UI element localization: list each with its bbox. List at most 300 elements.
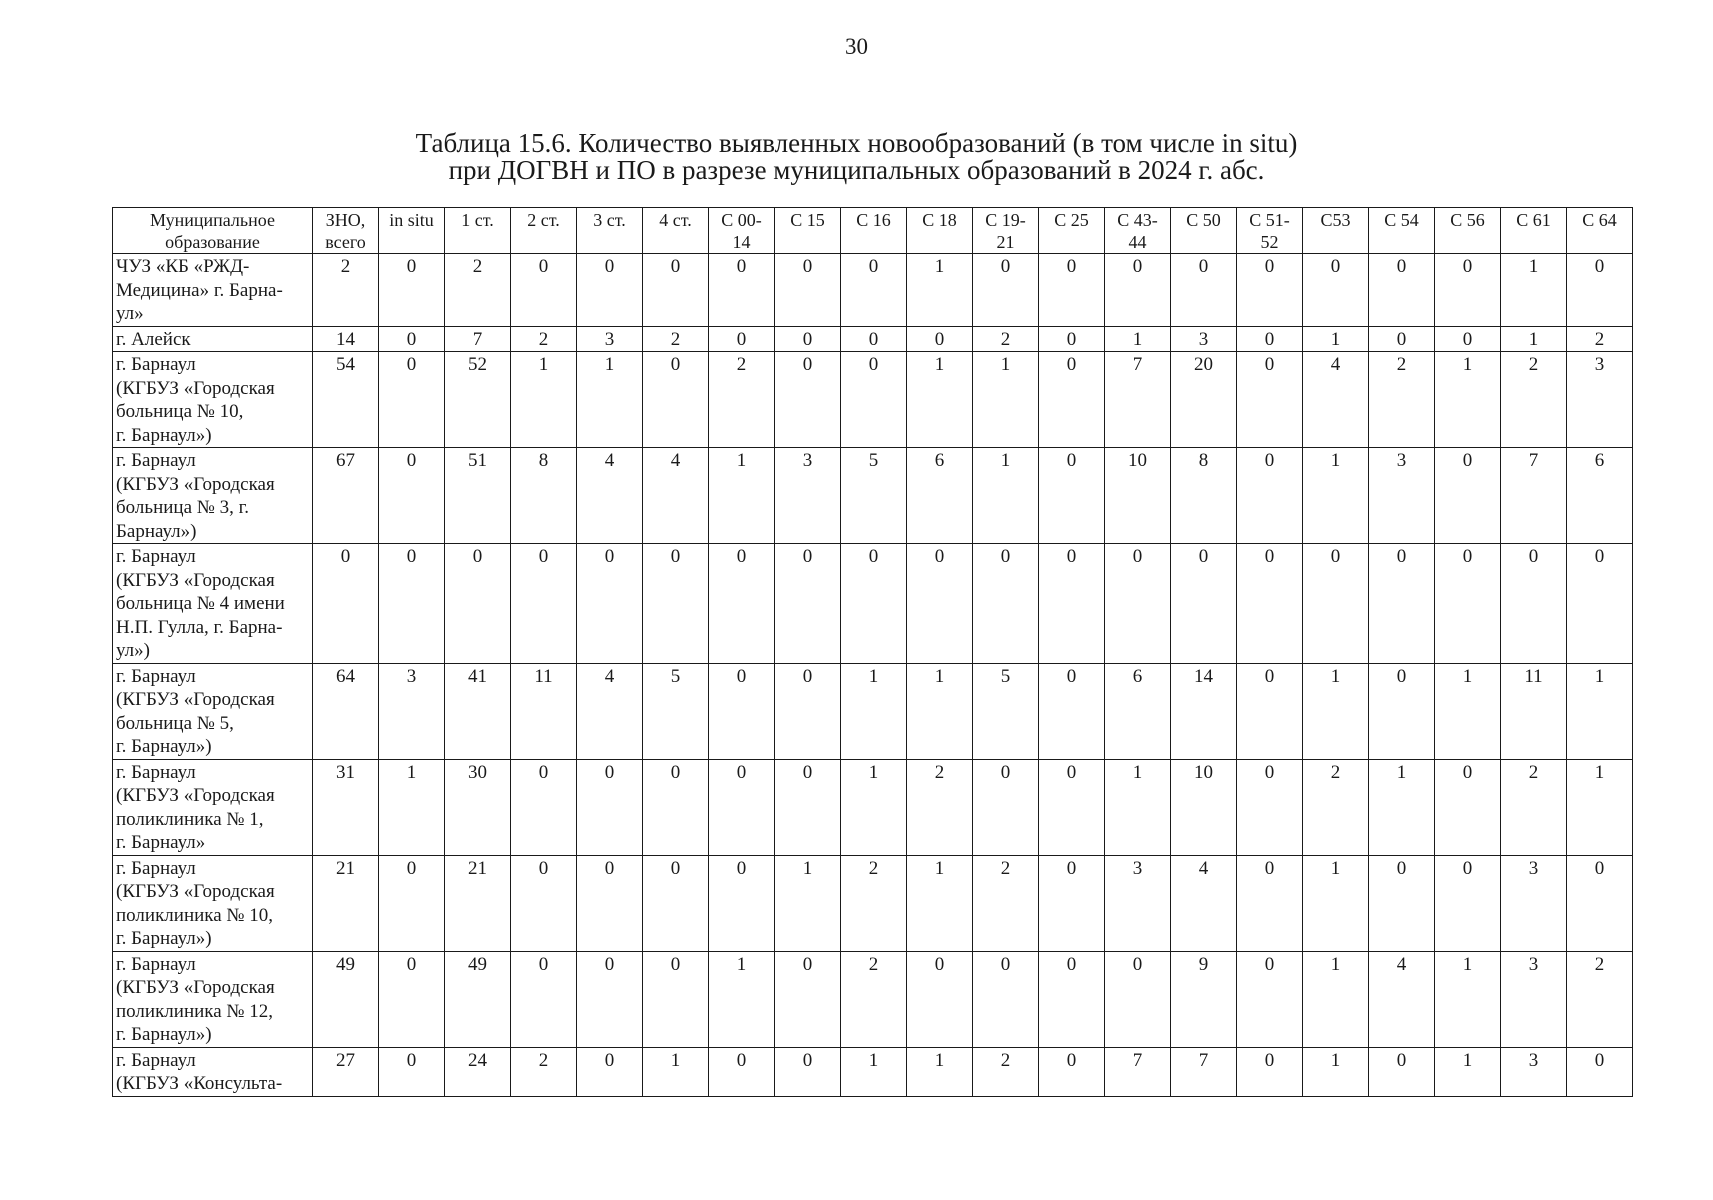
municipality-name-cell — [113, 951, 313, 1047]
value-cell: 0 — [709, 254, 775, 327]
column-header-line: С 50 — [1186, 210, 1221, 230]
value-cell: 0 — [379, 951, 445, 1047]
municipality-name-line: г. Барнаул — [116, 665, 196, 687]
value-cell: 2 — [511, 1047, 577, 1096]
table-row — [113, 759, 1633, 855]
value-cell: 0 — [775, 326, 841, 352]
municipality-name-line: г. Барнаул — [116, 953, 196, 975]
value-cell: 0 — [379, 326, 445, 352]
table-row — [113, 254, 1633, 327]
column-header-line: образование — [165, 232, 260, 252]
value-cell: 0 — [1039, 448, 1105, 544]
value-cell: 2 — [1369, 352, 1435, 448]
value-cell: 1 — [709, 448, 775, 544]
value-cell: 1 — [1303, 855, 1369, 951]
municipality-name-line: г. Барнаул») — [116, 736, 212, 757]
municipality-name-line: ЧУЗ «КБ «РЖД- — [116, 256, 250, 277]
value-cell: 21 — [313, 855, 379, 951]
value-cell: 49 — [313, 951, 379, 1047]
value-cell: 0 — [973, 544, 1039, 664]
value-cell: 49 — [445, 951, 511, 1047]
value-cell: 0 — [973, 951, 1039, 1047]
value-cell: 7 — [1105, 352, 1171, 448]
value-cell: 0 — [775, 663, 841, 759]
value-cell: 5 — [841, 448, 907, 544]
column-header-line: С 18 — [922, 210, 957, 230]
value-cell: 4 — [577, 663, 643, 759]
municipality-name-line: г. Барнаул — [116, 450, 196, 471]
caption-line-2: при ДОГВН и ПО в разрезе муниципальных образований в 2024 г. абс. — [448, 155, 1265, 185]
value-cell: 1 — [1303, 1047, 1369, 1096]
value-cell: 0 — [775, 951, 841, 1047]
column-header — [973, 208, 1039, 254]
value-cell: 2 — [1501, 759, 1567, 855]
value-cell: 0 — [1303, 254, 1369, 327]
value-cell: 0 — [1369, 544, 1435, 664]
table-row — [113, 951, 1633, 1047]
value-cell: 3 — [775, 448, 841, 544]
value-cell: 0 — [907, 326, 973, 352]
value-cell: 7 — [1105, 1047, 1171, 1096]
value-cell: 2 — [445, 254, 511, 327]
municipality-name-line: г. Барнаул — [116, 761, 196, 783]
value-cell: 0 — [1237, 663, 1303, 759]
value-cell: 4 — [1303, 352, 1369, 448]
value-cell: 2 — [973, 1047, 1039, 1096]
value-cell: 1 — [775, 855, 841, 951]
column-header — [511, 208, 577, 254]
value-cell: 0 — [1105, 254, 1171, 327]
municipality-name-line: (КГБУЗ «Городская — [116, 881, 275, 902]
municipality-name-cell — [113, 663, 313, 759]
value-cell: 1 — [1501, 254, 1567, 327]
value-cell: 41 — [445, 663, 511, 759]
municipality-name-line: (КГБУЗ «Городская — [116, 377, 275, 399]
value-cell: 0 — [643, 352, 709, 448]
value-cell: 0 — [643, 951, 709, 1047]
value-cell: 1 — [841, 663, 907, 759]
value-cell: 0 — [577, 951, 643, 1047]
value-cell: 0 — [907, 951, 973, 1047]
value-cell: 1 — [1105, 326, 1171, 352]
value-cell: 1 — [1567, 663, 1633, 759]
value-cell: 0 — [577, 544, 643, 664]
value-cell: 1 — [1303, 951, 1369, 1047]
column-header-line: С 16 — [856, 210, 891, 230]
value-cell: 2 — [643, 326, 709, 352]
column-header-line: С 43- — [1117, 210, 1158, 230]
table-row — [113, 1047, 1633, 1096]
value-cell: 3 — [1567, 352, 1633, 448]
column-header-line: С53 — [1320, 210, 1351, 230]
municipality-name-cell — [113, 1047, 313, 1096]
value-cell: 0 — [577, 855, 643, 951]
municipality-name-line: (КГБУЗ «Городская — [116, 569, 275, 591]
column-header — [1501, 208, 1567, 254]
value-cell: 1 — [1567, 759, 1633, 855]
value-cell: 0 — [709, 663, 775, 759]
value-cell: 0 — [1039, 254, 1105, 327]
table-header-row — [113, 208, 1633, 254]
value-cell: 0 — [775, 254, 841, 327]
value-cell: 0 — [1039, 759, 1105, 855]
municipality-name-line: (КГБУЗ «Городская — [116, 785, 275, 806]
value-cell: 5 — [973, 663, 1039, 759]
municipality-name-line: больница № 3, г. — [116, 497, 250, 518]
value-cell: 0 — [1237, 352, 1303, 448]
value-cell: 1 — [1303, 448, 1369, 544]
value-cell: 1 — [973, 352, 1039, 448]
value-cell: 2 — [841, 855, 907, 951]
value-cell: 2 — [841, 951, 907, 1047]
value-cell: 0 — [511, 254, 577, 327]
column-header-line: 14 — [732, 232, 751, 252]
municipality-name-line: г. Барнаул») — [116, 1024, 212, 1045]
value-cell: 0 — [775, 544, 841, 664]
municipality-name-cell — [113, 759, 313, 855]
table-caption — [0, 130, 1713, 184]
value-cell: 3 — [1501, 855, 1567, 951]
column-header-line: 52 — [1260, 232, 1279, 252]
value-cell: 0 — [1435, 855, 1501, 951]
municipality-name-line: Н.П. Гулла, г. Барна- — [116, 616, 283, 638]
value-cell: 0 — [1237, 951, 1303, 1047]
value-cell: 0 — [379, 352, 445, 448]
table-row — [113, 352, 1633, 448]
value-cell: 6 — [1105, 663, 1171, 759]
value-cell: 1 — [907, 254, 973, 327]
value-cell: 0 — [577, 759, 643, 855]
value-cell: 0 — [1369, 663, 1435, 759]
value-cell: 0 — [907, 544, 973, 664]
column-header-line: С 61 — [1516, 210, 1551, 230]
value-cell: 1 — [1501, 326, 1567, 352]
value-cell: 2 — [511, 326, 577, 352]
column-header-line: 1 ст. — [461, 210, 494, 230]
value-cell: 0 — [1237, 1047, 1303, 1096]
value-cell: 0 — [379, 1047, 445, 1096]
value-cell: 0 — [841, 254, 907, 327]
value-cell: 0 — [841, 352, 907, 448]
column-header — [841, 208, 907, 254]
column-header-line: in situ — [389, 210, 434, 230]
value-cell: 3 — [1105, 855, 1171, 951]
value-cell: 21 — [445, 855, 511, 951]
municipality-name-line: (КГБУЗ «Консульта- — [116, 1073, 283, 1094]
value-cell: 8 — [511, 448, 577, 544]
column-header — [1567, 208, 1633, 254]
column-header — [775, 208, 841, 254]
value-cell: 0 — [511, 759, 577, 855]
value-cell: 2 — [907, 759, 973, 855]
value-cell: 0 — [1435, 254, 1501, 327]
value-cell: 0 — [1105, 951, 1171, 1047]
column-header — [113, 208, 313, 254]
value-cell: 0 — [1435, 326, 1501, 352]
municipality-name-cell — [113, 254, 313, 327]
value-cell: 0 — [709, 759, 775, 855]
column-header — [643, 208, 709, 254]
value-cell: 0 — [1567, 1047, 1633, 1096]
table-row — [113, 544, 1633, 664]
value-cell: 2 — [1501, 352, 1567, 448]
table-row — [113, 855, 1633, 951]
value-cell: 2 — [1567, 951, 1633, 1047]
value-cell: 1 — [577, 352, 643, 448]
value-cell: 0 — [1237, 326, 1303, 352]
value-cell: 0 — [1567, 855, 1633, 951]
value-cell: 1 — [841, 1047, 907, 1096]
column-header-line: ЗНО, — [325, 210, 366, 230]
value-cell: 0 — [1039, 663, 1105, 759]
municipality-name-line: ул») — [116, 640, 150, 661]
municipality-name-line: г. Барнаул — [116, 1049, 196, 1071]
value-cell: 0 — [709, 1047, 775, 1096]
value-cell: 0 — [1039, 951, 1105, 1047]
value-cell: 0 — [775, 759, 841, 855]
value-cell: 0 — [775, 1047, 841, 1096]
value-cell: 54 — [313, 352, 379, 448]
value-cell: 0 — [379, 544, 445, 664]
column-header-line: С 00- — [721, 210, 762, 230]
value-cell: 0 — [379, 448, 445, 544]
value-cell: 64 — [313, 663, 379, 759]
municipality-name-line: г. Барнаул») — [116, 424, 212, 446]
value-cell: 1 — [1435, 663, 1501, 759]
value-cell: 2 — [709, 352, 775, 448]
value-cell: 0 — [1237, 448, 1303, 544]
column-header — [1039, 208, 1105, 254]
municipality-name-line: (КГБУЗ «Городская — [116, 977, 275, 998]
value-cell: 0 — [709, 855, 775, 951]
value-cell: 2 — [973, 326, 1039, 352]
municipality-name-line: Медицина» г. Барна- — [116, 279, 283, 301]
value-cell: 0 — [1105, 544, 1171, 664]
value-cell: 0 — [577, 1047, 643, 1096]
value-cell: 0 — [643, 855, 709, 951]
value-cell: 10 — [1171, 759, 1237, 855]
value-cell: 4 — [643, 448, 709, 544]
value-cell: 3 — [1369, 448, 1435, 544]
value-cell: 27 — [313, 1047, 379, 1096]
value-cell: 0 — [1369, 254, 1435, 327]
column-header-line: 44 — [1128, 232, 1147, 252]
value-cell: 0 — [775, 352, 841, 448]
value-cell: 1 — [1303, 326, 1369, 352]
municipality-name-line: поликлиника № 1, — [116, 808, 264, 830]
municipality-name-cell — [113, 352, 313, 448]
value-cell: 0 — [643, 759, 709, 855]
value-cell: 2 — [1303, 759, 1369, 855]
table-row — [113, 663, 1633, 759]
municipality-name-line: г. Барнаул — [116, 546, 196, 567]
value-cell: 3 — [577, 326, 643, 352]
column-header-line: всего — [325, 232, 366, 252]
value-cell: 1 — [907, 352, 973, 448]
municipality-name-line: г. Барнаул» — [116, 832, 206, 853]
value-cell: 3 — [1501, 1047, 1567, 1096]
municipality-name-cell — [113, 855, 313, 951]
value-cell: 30 — [445, 759, 511, 855]
value-cell: 1 — [709, 951, 775, 1047]
municipality-name-line: больница № 10, — [116, 401, 244, 422]
value-cell: 6 — [1567, 448, 1633, 544]
value-cell: 1 — [1105, 759, 1171, 855]
column-header — [445, 208, 511, 254]
value-cell: 3 — [1171, 326, 1237, 352]
value-cell: 0 — [1039, 352, 1105, 448]
value-cell: 0 — [973, 759, 1039, 855]
value-cell: 7 — [1501, 448, 1567, 544]
value-cell: 3 — [379, 663, 445, 759]
value-cell: 0 — [1237, 254, 1303, 327]
column-header — [1435, 208, 1501, 254]
value-cell: 0 — [1171, 544, 1237, 664]
column-header — [907, 208, 973, 254]
municipality-name-cell — [113, 326, 313, 352]
value-cell: 0 — [577, 254, 643, 327]
municipality-name-line: поликлиника № 12, — [116, 1000, 274, 1022]
column-header — [1303, 208, 1369, 254]
value-cell: 0 — [841, 544, 907, 664]
value-cell: 0 — [1369, 1047, 1435, 1096]
municipality-name-cell — [113, 448, 313, 544]
column-header-line: С 15 — [790, 210, 825, 230]
value-cell: 1 — [1303, 663, 1369, 759]
value-cell: 1 — [643, 1047, 709, 1096]
municipality-name-line: больница № 5, — [116, 712, 234, 734]
column-header-line: С 25 — [1054, 210, 1089, 230]
column-header — [577, 208, 643, 254]
value-cell: 0 — [643, 544, 709, 664]
municipality-name-line: Барнаул») — [116, 520, 197, 542]
value-cell: 8 — [1171, 448, 1237, 544]
value-cell: 24 — [445, 1047, 511, 1096]
table-row — [113, 448, 1633, 544]
value-cell: 1 — [1435, 352, 1501, 448]
municipality-name-line: ул» — [116, 303, 144, 324]
municipality-name-line: (КГБУЗ «Городская — [116, 473, 275, 495]
value-cell: 2 — [973, 855, 1039, 951]
municipality-name-line: г. Барнаул — [116, 857, 196, 879]
municipality-name-line: (КГБУЗ «Городская — [116, 689, 275, 710]
column-header — [379, 208, 445, 254]
value-cell: 1 — [841, 759, 907, 855]
municipality-name-line: г. Барнаул») — [116, 928, 212, 949]
value-cell: 1 — [1435, 1047, 1501, 1096]
value-cell: 0 — [1039, 855, 1105, 951]
column-header — [313, 208, 379, 254]
value-cell: 4 — [577, 448, 643, 544]
value-cell: 51 — [445, 448, 511, 544]
value-cell: 1 — [973, 448, 1039, 544]
value-cell: 0 — [1567, 544, 1633, 664]
value-cell: 0 — [1435, 759, 1501, 855]
value-cell: 20 — [1171, 352, 1237, 448]
value-cell: 0 — [1567, 254, 1633, 327]
value-cell: 0 — [511, 855, 577, 951]
value-cell: 14 — [313, 326, 379, 352]
value-cell: 0 — [709, 544, 775, 664]
column-header — [1237, 208, 1303, 254]
value-cell: 2 — [313, 254, 379, 327]
municipality-name-line: г. Барнаул — [116, 354, 196, 375]
column-header-line: 4 ст. — [659, 210, 692, 230]
value-cell: 10 — [1105, 448, 1171, 544]
value-cell: 1 — [379, 759, 445, 855]
caption-line-1: Таблица 15.6. Количество выявленных новообразований (в том числе in situ) — [415, 128, 1298, 158]
column-header-line: 21 — [996, 232, 1015, 252]
value-cell: 31 — [313, 759, 379, 855]
value-cell: 0 — [1039, 1047, 1105, 1096]
value-cell: 0 — [379, 855, 445, 951]
value-cell: 67 — [313, 448, 379, 544]
value-cell: 0 — [1435, 544, 1501, 664]
column-header — [709, 208, 775, 254]
value-cell: 0 — [445, 544, 511, 664]
column-header — [1369, 208, 1435, 254]
value-cell: 14 — [1171, 663, 1237, 759]
value-cell: 0 — [511, 544, 577, 664]
column-header-line: С 19- — [985, 210, 1026, 230]
column-header-line: Муниципальное — [150, 210, 275, 230]
value-cell: 0 — [313, 544, 379, 664]
value-cell: 2 — [1567, 326, 1633, 352]
column-header-line: С 51- — [1249, 210, 1290, 230]
value-cell: 0 — [973, 254, 1039, 327]
value-cell: 9 — [1171, 951, 1237, 1047]
municipality-name-line: поликлиника № 10, — [116, 904, 274, 926]
value-cell: 0 — [1237, 759, 1303, 855]
value-cell: 0 — [1237, 855, 1303, 951]
column-header-line: 3 ст. — [593, 210, 626, 230]
value-cell: 4 — [1369, 951, 1435, 1047]
value-cell: 0 — [1501, 544, 1567, 664]
value-cell: 0 — [1039, 544, 1105, 664]
value-cell: 0 — [1039, 326, 1105, 352]
value-cell: 1 — [907, 855, 973, 951]
column-header-line: 2 ст. — [527, 210, 560, 230]
value-cell: 5 — [643, 663, 709, 759]
value-cell: 7 — [445, 326, 511, 352]
page-number: 30 — [845, 34, 868, 59]
value-cell: 4 — [1171, 855, 1237, 951]
value-cell: 52 — [445, 352, 511, 448]
table-row — [113, 326, 1633, 352]
value-cell: 0 — [709, 326, 775, 352]
column-header-line: С 54 — [1384, 210, 1419, 230]
neoplasm-table — [112, 207, 1633, 1097]
value-cell: 0 — [511, 951, 577, 1047]
value-cell: 1 — [907, 663, 973, 759]
column-header — [1105, 208, 1171, 254]
value-cell: 1 — [511, 352, 577, 448]
value-cell: 11 — [511, 663, 577, 759]
column-header — [1171, 208, 1237, 254]
value-cell: 0 — [379, 254, 445, 327]
value-cell: 7 — [1171, 1047, 1237, 1096]
value-cell: 0 — [1237, 544, 1303, 664]
value-cell: 0 — [1369, 855, 1435, 951]
municipality-name-cell — [113, 544, 313, 664]
column-header-line: С 64 — [1582, 210, 1617, 230]
value-cell: 0 — [1435, 448, 1501, 544]
value-cell: 1 — [1369, 759, 1435, 855]
municipality-name-line: больница № 4 имени — [116, 593, 285, 614]
value-cell: 0 — [841, 326, 907, 352]
value-cell: 3 — [1501, 951, 1567, 1047]
value-cell: 1 — [907, 1047, 973, 1096]
